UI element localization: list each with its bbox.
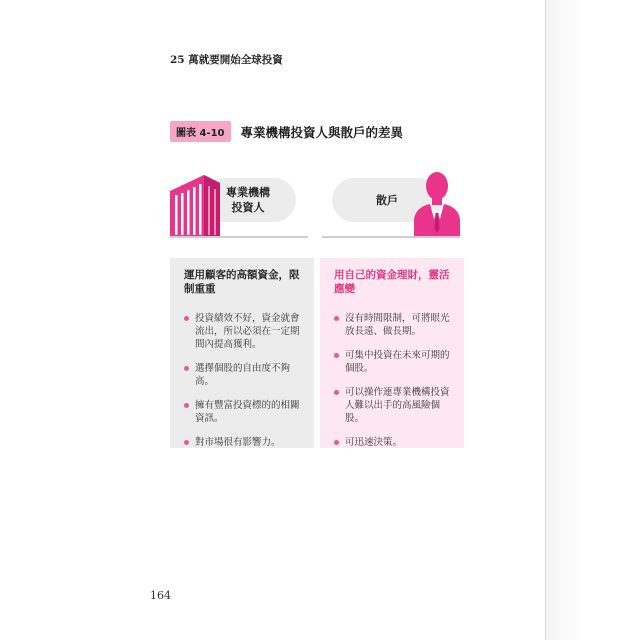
bullet-icon <box>334 390 339 395</box>
retail-label: 散戶 <box>332 178 442 222</box>
institutional-header <box>170 167 316 247</box>
institutional-points <box>184 312 302 449</box>
retail-points <box>334 312 452 449</box>
list-item: 選擇個股的自由度不夠高。 <box>184 362 302 388</box>
retail-column <box>320 258 464 448</box>
list-item: 擁有豐富投資標的的相關資訊。 <box>184 399 302 425</box>
building-icon <box>170 171 226 237</box>
list-item: 沒有時間限制，可將眼光放長遠、做長期。 <box>334 312 452 338</box>
institutional-label-line2: 投資人 <box>231 201 265 214</box>
bullet-icon <box>334 353 339 358</box>
list-item: 可以操作連專業機構投資人難以出手的高風險個股。 <box>334 386 452 425</box>
figure-title: 專業機構投資人與散戶的差異 <box>240 124 404 140</box>
retail-header <box>318 167 464 247</box>
figure-label-badge: 圖表 4-10 <box>170 121 231 142</box>
list-item: 可集中投資在未來可期的個股。 <box>334 349 452 375</box>
retail-heading: 用自己的資金理財，靈活應變 <box>334 269 450 295</box>
list-item: 投資績效不好，資金就會流出，所以必須在一定期間內提高獲利。 <box>184 312 302 351</box>
page-gutter-shadow <box>546 0 640 640</box>
page-number: 164 <box>150 589 171 602</box>
institutional-heading: 運用顧客的高額資金，限制重重 <box>184 269 300 295</box>
list-item: 對市場很有影響力。 <box>184 436 302 449</box>
bullet-icon <box>334 440 339 445</box>
institutional-label-line1: 專業機構 <box>226 186 270 199</box>
list-item: 可迅速決策。 <box>334 436 452 449</box>
bullet-icon <box>184 403 189 408</box>
bullet-icon <box>184 316 189 321</box>
figure-caption <box>170 121 403 142</box>
institutional-divider <box>170 236 308 238</box>
bullet-icon <box>184 366 189 371</box>
running-header: 25 萬就要開始全球投資 <box>170 54 283 66</box>
institutional-column <box>170 258 314 448</box>
businessman-icon <box>412 169 462 237</box>
retail-divider <box>322 236 460 238</box>
page-edge <box>545 0 546 640</box>
bullet-icon <box>334 316 339 321</box>
bullet-icon <box>184 440 189 445</box>
